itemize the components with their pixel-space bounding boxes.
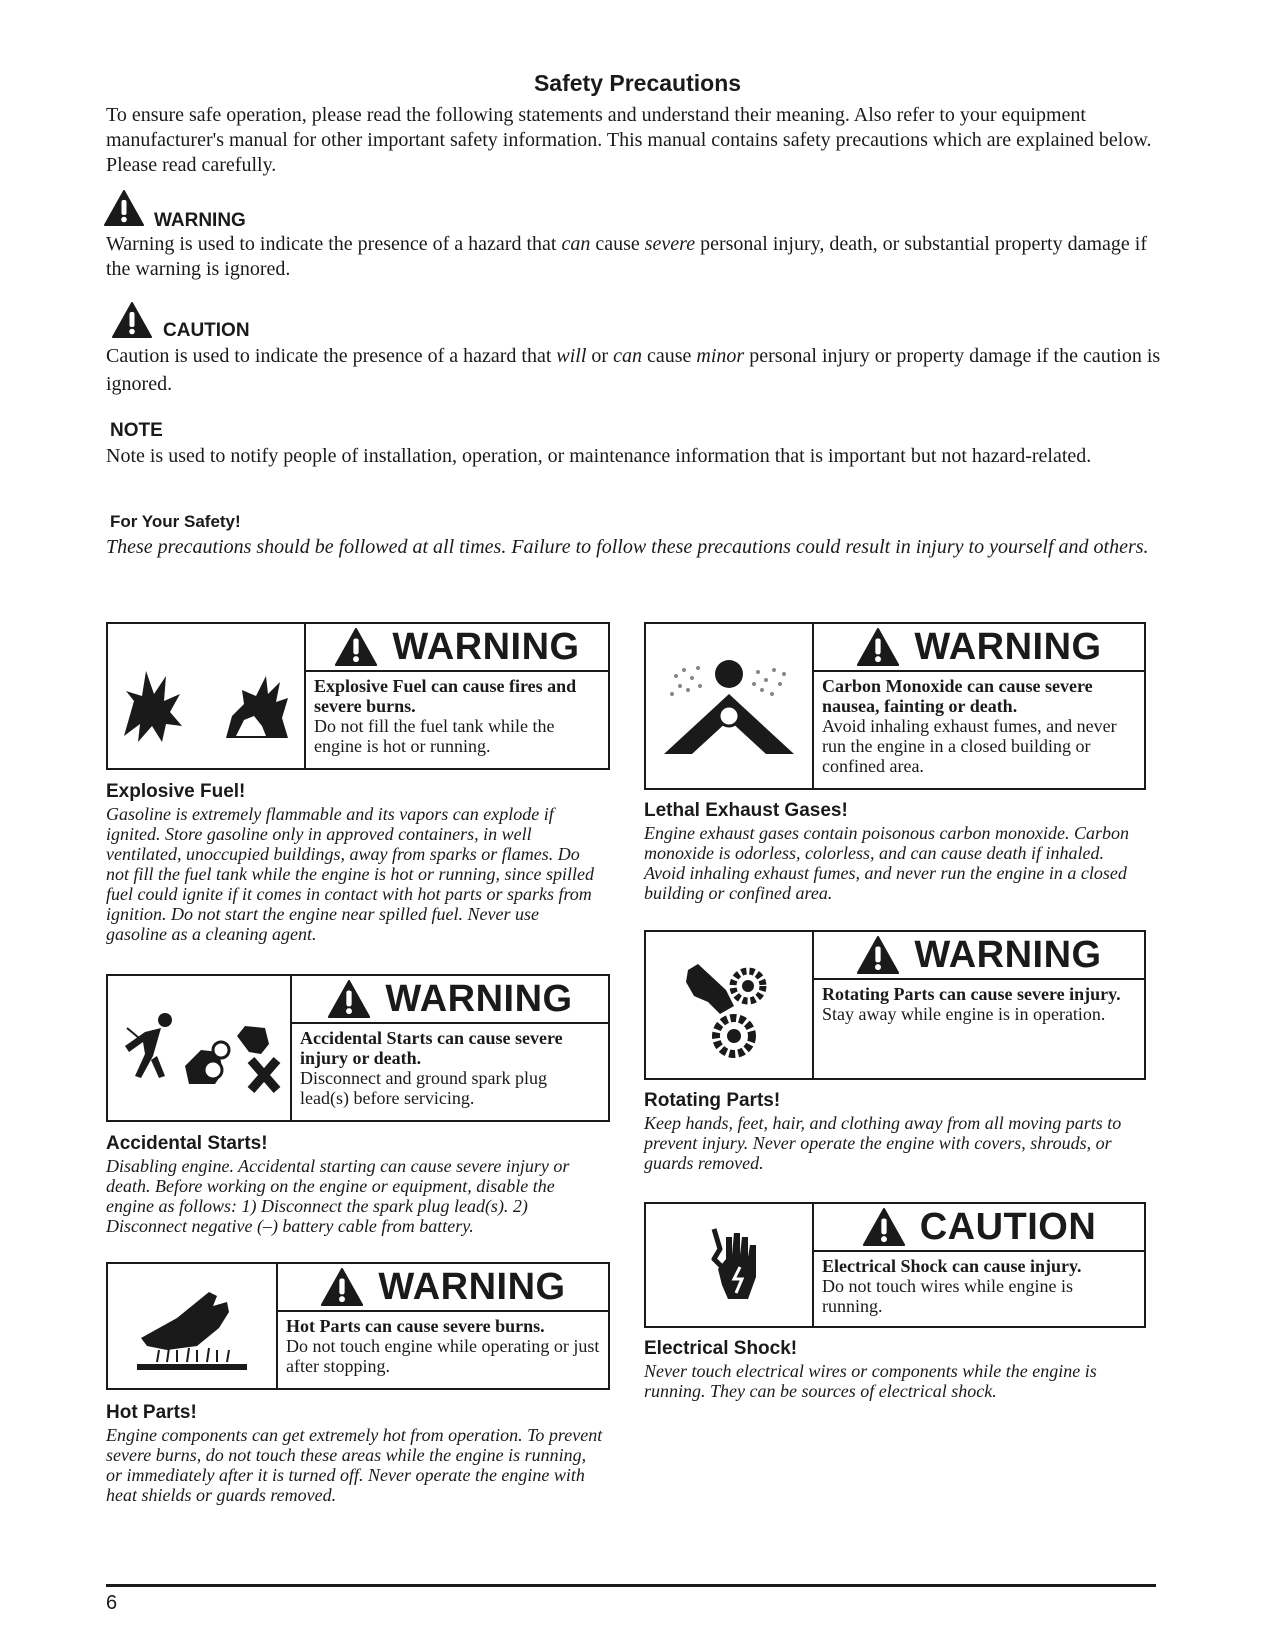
warning-triangle-icon <box>856 936 900 974</box>
sign-message: Rotating Parts can cause severe injury. Stay away while engine is in operation. <box>822 984 1121 1024</box>
sign-message: Hot Parts can cause severe burns. Do not touch engine while operating or just after stopping. <box>286 1316 600 1376</box>
accidental-starts-heading: Accidental Starts! <box>106 1133 268 1154</box>
sign-message: Explosive Fuel can cause fires and severe burns. Do not fill the fuel tank while the engine is hot or running. <box>314 676 577 756</box>
page-title: Safety Precautions <box>533 70 742 96</box>
hot-parts-body: Engine components can get extremely hot from operation. To prevent severe burns, do not touch these areas while the engine is running, or immediately after it is turned off. Never operate the engine with heat shields or guards removed. <box>106 1425 603 1505</box>
explosive-fuel-heading: Explosive Fuel! <box>106 781 246 802</box>
caution-def-icon <box>112 302 152 343</box>
warning-triangle-icon <box>334 628 378 666</box>
rotating-parts-sign <box>644 930 1146 1080</box>
for-safety-heading: For Your Safety! <box>110 512 241 531</box>
exhaust-fumes-icon <box>646 624 814 788</box>
rotating-parts-body: Keep hands, feet, hair, and clothing away from all moving parts to prevent injury. Never operate the engine with covers, shrouds, or guards removed. <box>644 1113 1122 1173</box>
explosive-fuel-sign <box>106 622 610 770</box>
sign-label: WARNING <box>392 625 580 668</box>
hot-parts-heading: Hot Parts! <box>106 1402 197 1423</box>
accidental-starts-sign <box>106 974 610 1122</box>
note-def-text: Note is used to notify people of installation, operation, or maintenance information that is important but not hazard-related. <box>106 445 1092 467</box>
hot-parts-sign <box>106 1262 610 1390</box>
warning-triangle-icon <box>327 980 371 1018</box>
warning-triangle-icon <box>856 628 900 666</box>
rotating-parts-heading: Rotating Parts! <box>644 1090 781 1111</box>
exhaust-gases-heading: Lethal Exhaust Gases! <box>644 800 848 821</box>
exhaust-gases-sign <box>644 622 1146 790</box>
caution-def-text: Caution is used to indicate the presence of a hazard that will or can cause minor personal injury or property damage if the caution is ignored. <box>106 345 1161 395</box>
warning-def-text: Warning is used to indicate the presence of a hazard that can cause severe personal injury, death, or substantial property damage if the warning is ignored. <box>106 233 1147 280</box>
warning-def-label: WARNING <box>154 210 246 231</box>
caution-triangle-icon <box>862 1208 906 1246</box>
electric-shock-hand-icon <box>646 1204 814 1326</box>
sign-message: Carbon Monoxide can cause severe nausea, fainting or death. Avoid inhaling exhaust fumes, and never run the engine in a closed building or confined area. <box>822 676 1117 776</box>
for-safety-text: These precautions should be followed at all times. Failure to follow these precautions could result in injury to yourself and others. <box>106 536 1149 558</box>
explosion-fire-icon <box>108 624 306 768</box>
sign-label: CAUTION <box>919 1205 1097 1248</box>
hot-surface-hand-icon <box>108 1264 278 1388</box>
sign-message: Accidental Starts can cause severe injury or death. Disconnect and ground spark plug lead(s) before servicing. <box>300 1028 563 1108</box>
electrical-shock-heading: Electrical Shock! <box>644 1338 798 1359</box>
sign-label: WARNING <box>914 625 1102 668</box>
accidental-starts-body: Disabling engine. Accidental starting can cause severe injury or death. Before working on the engine or equipment, disable the engine as follows: 1) Disconnect the spark plug lead(s). 2) Disconnect negative (–) battery cable from battery. <box>106 1156 570 1236</box>
caution-def-label: CAUTION <box>163 320 250 341</box>
sign-label: WARNING <box>385 977 573 1020</box>
sign-message: Electrical Shock can cause injury. Do not touch wires while engine is running. <box>822 1256 1082 1316</box>
accidental-start-icon <box>108 976 292 1120</box>
rotating-gears-icon <box>646 932 814 1078</box>
explosive-fuel-body: Gasoline is extremely flammable and its vapors can explode if ignited. Store gasoline only in approved containers, in well ventilated, unoccupied buildings, away from sparks or flames. Do not fill the fuel tank while the engine is hot or running, since spilled fuel could ignite if it comes in contact with hot parts or sparks from ignition. Do not start the engine near spilled fuel. Never use gasoline as a cleaning agent. <box>106 804 594 944</box>
page-number: 6 <box>106 1592 118 1614</box>
electrical-shock-body: Never touch electrical wires or components while the engine is running. They can be sources of electrical shock. <box>644 1361 1097 1401</box>
sign-label: WARNING <box>914 933 1102 976</box>
sign-label: WARNING <box>378 1265 566 1308</box>
footer-rule <box>106 1584 1156 1587</box>
exhaust-gases-body: Engine exhaust gases contain poisonous carbon monoxide. Carbon monoxide is odorless, colorless, and can cause death if inhaled. Avoid inhaling exhaust fumes, and never run the engine in a closed building or confined area. <box>644 823 1129 903</box>
intro-paragraph: To ensure safe operation, please read the following statements and understand their meaning. Also refer to your equipment manufacturer's manual for other important safety information. This manual contains safety precautions which are explained below. Please read carefully. <box>106 104 1152 176</box>
warning-triangle-icon <box>320 1268 364 1306</box>
electrical-shock-sign <box>644 1202 1146 1328</box>
warning-def-icon <box>104 190 144 231</box>
note-def-label: NOTE <box>110 420 163 441</box>
